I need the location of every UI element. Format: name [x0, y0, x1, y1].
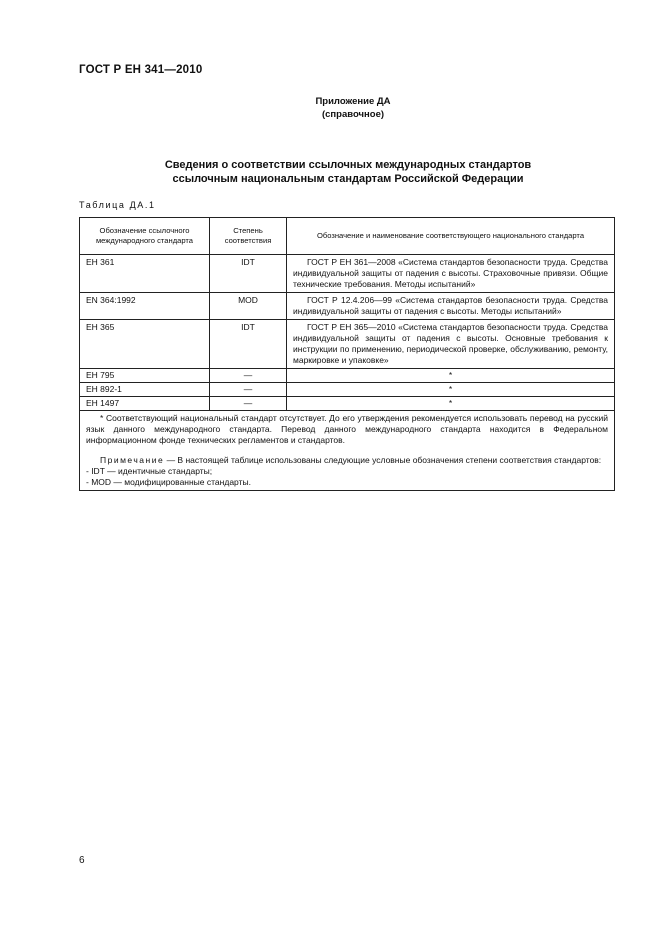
table-header-row: [80, 218, 615, 255]
cell-degree: —: [210, 397, 287, 411]
column-header-degree: Степень соответствия: [210, 218, 287, 255]
correspondence-table: [79, 217, 615, 491]
table-row: [80, 369, 615, 383]
note-label: Примечание: [100, 455, 165, 465]
cell-standard-code: ЕН 1497: [80, 397, 210, 411]
note-text: — В настоящей таблице использованы следующие условные обозначения степени соответствия стандартов:: [164, 455, 602, 465]
cell-degree: —: [210, 369, 287, 383]
cell-national-standard: *: [287, 369, 615, 383]
cell-national-standard: *: [287, 383, 615, 397]
table-row: [80, 383, 615, 397]
cell-national-standard: [287, 255, 615, 293]
cell-national-standard: *: [287, 397, 615, 411]
cell-degree: IDT: [210, 255, 287, 293]
cell-degree: IDT: [210, 320, 287, 369]
section-title: [0, 158, 661, 186]
annex-title: Приложение ДА: [315, 96, 391, 107]
document-header: ГОСТ Р ЕН 341—2010: [79, 64, 203, 76]
note-paragraph: [86, 455, 608, 466]
cell-standard-code: EN 364:1992: [80, 293, 210, 320]
cell-text: ГОСТ Р ЕН 365—2010 «Система стандартов безопасности труда. Средства индивидуальной защиты от падения с высоты. Основные требования к инструкции по применению, периодической проверке, обслуживанию, ремонту, маркировке и упаковке»: [293, 322, 608, 365]
annex-subtitle: (справочное): [321, 109, 385, 120]
cell-standard-code: ЕН 361: [80, 255, 210, 293]
annex-heading: [0, 95, 661, 121]
note-item-mod: - MOD — модифицированные стандарты.: [86, 477, 251, 487]
table-label: Таблица ДА.1: [79, 200, 156, 210]
column-header-national: Обозначение и наименование соответствующего национального стандарта: [287, 218, 615, 255]
cell-national-standard: [287, 293, 615, 320]
table-row: [80, 293, 615, 320]
cell-standard-code: ЕН 892-1: [80, 383, 210, 397]
cell-text: ГОСТ Р ЕН 361—2008 «Система стандартов безопасности труда. Средства индивидуальной защиты от падения с высоты. Страховочные привязи. Общие технические требования. Методы испытаний»: [293, 257, 608, 289]
cell-standard-code: ЕН 795: [80, 369, 210, 383]
column-header-international: Обозначение ссылочного международного стандарта: [80, 218, 210, 255]
cell-degree: —: [210, 383, 287, 397]
section-title-line-2: ссылочным национальным стандартам Российской Федерации: [172, 173, 524, 185]
page-number: 6: [79, 855, 85, 866]
footnote-text: * Соответствующий национальный стандарт отсутствует. До его утверждения рекомендуется использовать перевод на русский язык данного международного стандарта. Перевод данного международного стандарта находится в Федеральном информационном фонде технических регламентов и стандартов.: [86, 413, 608, 445]
table-row: [80, 320, 615, 369]
note-item-idt: - IDT — идентичные стандарты;: [86, 466, 213, 476]
cell-national-standard: [287, 320, 615, 369]
section-title-line-1: Сведения о соответствии ссылочных международных стандартов: [164, 159, 532, 171]
cell-text: ГОСТ Р 12.4.206—99 «Система стандартов безопасности труда. Средства индивидуальной защиты от падения с высоты. Методы испытаний»: [293, 295, 608, 316]
table-footer-row: [80, 411, 615, 491]
cell-degree: MOD: [210, 293, 287, 320]
cell-standard-code: ЕН 365: [80, 320, 210, 369]
table-row: [80, 397, 615, 411]
table-footnote-cell: [80, 411, 615, 491]
table-row: [80, 255, 615, 293]
